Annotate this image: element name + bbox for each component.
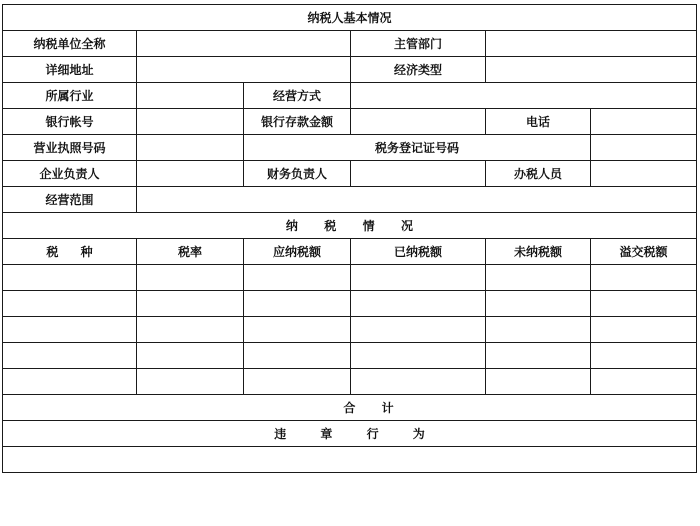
tax-cell[interactable] xyxy=(244,369,351,395)
row-industry xyxy=(3,83,697,109)
row-bank xyxy=(3,109,697,135)
col-header-unpaid: 未纳税额 xyxy=(486,239,591,265)
tax-cell[interactable] xyxy=(3,369,137,395)
field-finance-person[interactable] xyxy=(351,161,486,187)
taxpayer-form xyxy=(2,4,696,522)
tax-cell[interactable] xyxy=(591,369,697,395)
total-label: 合 计 xyxy=(3,395,697,421)
tax-cell[interactable] xyxy=(244,343,351,369)
tax-row xyxy=(3,317,697,343)
total-row xyxy=(3,395,697,421)
tax-cell[interactable] xyxy=(486,343,591,369)
form-title: 纳税人基本情况 xyxy=(3,5,697,31)
tax-cell[interactable] xyxy=(3,343,137,369)
violation-title-row xyxy=(3,421,697,447)
label-address: 详细地址 xyxy=(3,57,137,83)
col-header-payable: 应纳税额 xyxy=(244,239,351,265)
tax-cell[interactable] xyxy=(486,265,591,291)
tax-cell[interactable] xyxy=(137,317,244,343)
field-violation-content[interactable] xyxy=(3,447,697,473)
tax-row xyxy=(3,343,697,369)
tax-cell[interactable] xyxy=(351,369,486,395)
tax-cell[interactable] xyxy=(3,265,137,291)
tax-cell[interactable] xyxy=(591,265,697,291)
tax-cell[interactable] xyxy=(591,317,697,343)
label-business-mode: 经营方式 xyxy=(244,83,351,109)
tax-section-title: 纳 税 情 况 xyxy=(3,213,697,239)
tax-cell[interactable] xyxy=(137,291,244,317)
tax-cell[interactable] xyxy=(351,343,486,369)
tax-cell[interactable] xyxy=(244,317,351,343)
tax-cell[interactable] xyxy=(3,317,137,343)
row-business-scope xyxy=(3,187,697,213)
label-competent-dept: 主管部门 xyxy=(351,31,486,57)
label-bank-deposit: 银行存款金额 xyxy=(244,109,351,135)
col-header-overpaid: 溢交税额 xyxy=(591,239,697,265)
field-tax-person[interactable] xyxy=(591,161,697,187)
tax-cell[interactable] xyxy=(591,343,697,369)
tax-cell[interactable] xyxy=(351,317,486,343)
field-address[interactable] xyxy=(137,57,351,83)
label-finance-person: 财务负责人 xyxy=(244,161,351,187)
tax-row xyxy=(3,369,697,395)
field-taxpayer-name[interactable] xyxy=(137,31,351,57)
row-taxpayer-name xyxy=(3,31,697,57)
field-business-mode[interactable] xyxy=(351,83,697,109)
field-bank-deposit[interactable] xyxy=(351,109,486,135)
form-title-row xyxy=(3,5,697,31)
field-legal-person[interactable] xyxy=(137,161,244,187)
tax-cell[interactable] xyxy=(351,291,486,317)
tax-header-row xyxy=(3,239,697,265)
tax-cell[interactable] xyxy=(244,291,351,317)
row-license xyxy=(3,135,697,161)
col-header-paid: 已纳税额 xyxy=(351,239,486,265)
violation-content-row xyxy=(3,447,697,473)
tax-row xyxy=(3,265,697,291)
label-industry: 所属行业 xyxy=(3,83,137,109)
tax-cell[interactable] xyxy=(244,265,351,291)
field-business-scope[interactable] xyxy=(137,187,697,213)
tax-cell[interactable] xyxy=(486,317,591,343)
field-industry[interactable] xyxy=(137,83,244,109)
tax-row xyxy=(3,291,697,317)
label-economic-type: 经济类型 xyxy=(351,57,486,83)
tax-cell[interactable] xyxy=(137,265,244,291)
label-taxpayer-name: 纳税单位全称 xyxy=(3,31,137,57)
tax-cell[interactable] xyxy=(137,369,244,395)
label-tax-person: 办税人员 xyxy=(486,161,591,187)
col-header-tax-type: 税 种 xyxy=(3,239,137,265)
field-economic-type[interactable] xyxy=(486,57,697,83)
label-tax-registration-no: 税务登记证号码 xyxy=(244,135,591,161)
field-phone[interactable] xyxy=(591,109,697,135)
col-header-tax-rate: 税率 xyxy=(137,239,244,265)
tax-section-title-row xyxy=(3,213,697,239)
row-address xyxy=(3,57,697,83)
violation-title: 违 章 行 为 xyxy=(3,421,697,447)
label-bank-account: 银行帐号 xyxy=(3,109,137,135)
field-tax-registration-no[interactable] xyxy=(591,135,697,161)
tax-cell[interactable] xyxy=(486,291,591,317)
field-business-license-no[interactable] xyxy=(137,135,244,161)
tax-cell[interactable] xyxy=(591,291,697,317)
row-persons xyxy=(3,161,697,187)
field-bank-account[interactable] xyxy=(137,109,244,135)
label-phone: 电话 xyxy=(486,109,591,135)
tax-cell[interactable] xyxy=(137,343,244,369)
tax-cell[interactable] xyxy=(351,265,486,291)
tax-cell[interactable] xyxy=(486,369,591,395)
label-legal-person: 企业负责人 xyxy=(3,161,137,187)
label-business-scope: 经营范围 xyxy=(3,187,137,213)
taxpayer-info-table xyxy=(2,4,697,473)
label-business-license-no: 营业执照号码 xyxy=(3,135,137,161)
tax-cell[interactable] xyxy=(3,291,137,317)
field-competent-dept[interactable] xyxy=(486,31,697,57)
